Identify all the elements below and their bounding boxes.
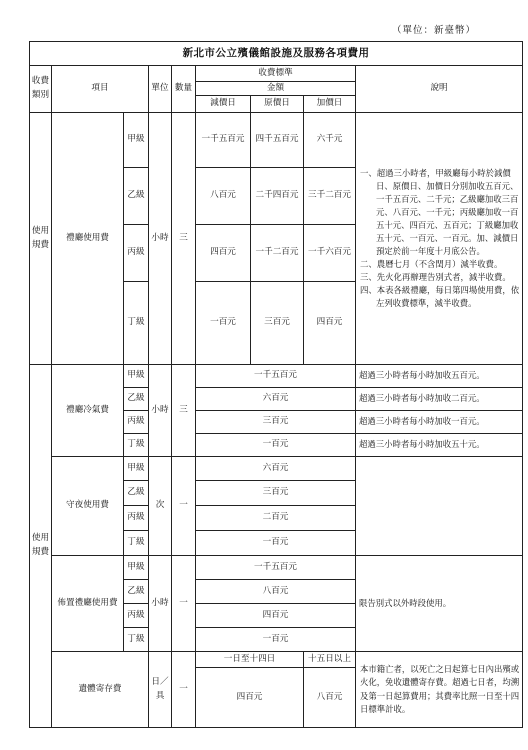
fee-cell: 六百元 — [196, 457, 356, 481]
header-surcharge: 加價日 — [304, 96, 356, 113]
grade-cell: 丁級 — [124, 628, 149, 652]
fee-surcharge: 四百元 — [304, 282, 356, 365]
note-cell: 超過三小時者每小時加收五百元。 — [356, 365, 523, 388]
table-row — [30, 457, 523, 481]
storage-fee-2: 八百元 — [304, 668, 356, 728]
grade-cell: 丁級 — [124, 282, 149, 365]
quantity-cell: 一 — [172, 457, 196, 556]
header-amount: 金額 — [196, 82, 356, 96]
grade-cell: 丙級 — [124, 506, 149, 531]
fee-cell: 三百元 — [196, 411, 356, 434]
fee-cell: 四百元 — [196, 604, 356, 628]
header-regular: 原價日 — [251, 96, 304, 113]
grade-cell: 丙級 — [124, 411, 149, 434]
quantity-cell: 一 — [172, 556, 196, 652]
grade-cell: 乙級 — [124, 580, 149, 604]
fee-cell: 一千五百元 — [196, 556, 356, 580]
grade-cell: 甲級 — [124, 113, 149, 168]
fee-surcharge: 六千元 — [304, 113, 356, 168]
fee-cell: 二百元 — [196, 506, 356, 531]
note-cell: 超過三小時者每小時加收一百元。 — [356, 411, 523, 434]
unit-cell: 小時 — [149, 113, 172, 365]
fee-cell: 一千五百元 — [196, 365, 356, 388]
grade-cell: 丙級 — [124, 225, 149, 282]
item-cell: 遺體寄存費 — [52, 652, 149, 728]
quantity-cell: 三 — [172, 113, 196, 365]
grade-cell: 乙級 — [124, 388, 149, 411]
note-cell: 限告別式以外時段使用。 — [356, 556, 523, 652]
fee-cell: 六百元 — [196, 388, 356, 411]
note-line: 二、農曆七月（不含閏月）減半收費。 — [360, 259, 503, 270]
note-cell: 超過三小時者每小時加收二百元。 — [356, 388, 523, 411]
grade-cell: 甲級 — [124, 365, 149, 388]
grade-cell: 乙級 — [124, 481, 149, 506]
item-cell: 禮廳冷氣費 — [52, 365, 124, 457]
note-line: 四、本表各級禮廳，每日第四場使用費，依左列收費標準，減半收費。 — [360, 285, 520, 309]
fee-cell: 八百元 — [196, 580, 356, 604]
unit-cell: 小時 — [149, 556, 172, 652]
storage-fee-1: 四百元 — [196, 668, 304, 728]
note-cell: 超過三小時者每小時加收五十元。 — [356, 434, 523, 457]
unit-cell: 日／具 — [149, 652, 172, 728]
fee-cell: 一百元 — [196, 434, 356, 457]
category-cell: 使用規費 — [30, 365, 52, 728]
fee-cell: 三百元 — [196, 481, 356, 506]
table-row — [30, 556, 523, 580]
fee-cell: 一百元 — [196, 628, 356, 652]
fee-reduced: 八百元 — [196, 168, 251, 225]
note-cell: 本市籍亡者，以死亡之日起算七日內出殯或火化，免收遺體寄存費。超過七日者，均溯及第一日起算費用；其費率比照一日至十四日標準計收。 — [356, 652, 523, 728]
fee-reduced: 一千五百元 — [196, 113, 251, 168]
item-cell: 守夜使用費 — [52, 457, 124, 556]
storage-period-2: 十五日以上 — [304, 652, 356, 668]
unit-cell: 小時 — [149, 365, 172, 457]
grade-cell: 丁級 — [124, 434, 149, 457]
notes-cell — [356, 113, 523, 365]
grade-cell: 丁級 — [124, 531, 149, 556]
fee-surcharge: 三千二百元 — [304, 168, 356, 225]
grade-cell: 乙級 — [124, 168, 149, 225]
quantity-cell: 一 — [172, 652, 196, 728]
fee-table — [29, 41, 523, 728]
fee-regular: 四千五百元 — [251, 113, 304, 168]
fee-regular: 三百元 — [251, 282, 304, 365]
grade-cell: 甲級 — [124, 556, 149, 580]
quantity-cell: 三 — [172, 365, 196, 457]
header-reduced: 減價日 — [196, 96, 251, 113]
note-line: 三、先火化再辦理告別式者，減半收費。 — [360, 272, 511, 283]
header-notes: 說明 — [356, 66, 523, 113]
table-row — [30, 365, 523, 388]
unit-cell: 次 — [149, 457, 172, 556]
table-row — [30, 652, 523, 668]
item-cell: 佈置禮廳使用費 — [52, 556, 124, 652]
fee-reduced: 四百元 — [196, 225, 251, 282]
note-cell — [356, 457, 523, 556]
header-fee-standard: 收費標準 — [196, 66, 356, 82]
fee-reduced: 一百元 — [196, 282, 251, 365]
header-unit: 單位 — [149, 66, 172, 113]
header-item: 項目 — [52, 66, 149, 113]
storage-period-1: 一日至十四日 — [196, 652, 304, 668]
grade-cell: 丙級 — [124, 604, 149, 628]
grade-cell: 甲級 — [124, 457, 149, 481]
fee-regular: 一千二百元 — [251, 225, 304, 282]
fee-regular: 二千四百元 — [251, 168, 304, 225]
category-cell: 使用規費 — [30, 113, 52, 365]
title-row — [30, 42, 523, 66]
item-cell: 禮廳使用費 — [52, 113, 124, 365]
note-line: 一、超過三小時者，甲級廳每小時於減價日、原價日、加價日分別加收五百元、一千五百元、二千元；乙級廳加收三百元、八百元、一千元；丙級廳加收一百五十元、四百元、五百元；丁級廳加收五十元、一百元、一百元。加、減價日預定於前一年度十月底公告。 — [360, 167, 519, 256]
fee-cell: 一百元 — [196, 531, 356, 556]
table-title: 新北市公立殯儀館設施及服務各項費用 — [30, 42, 523, 66]
fee-surcharge: 一千六百元 — [304, 225, 356, 282]
unit-note: （單位：新臺幣） — [392, 25, 477, 36]
header-category: 收費類別 — [30, 66, 52, 113]
table-row — [30, 113, 523, 168]
header-quantity: 數量 — [172, 66, 196, 113]
